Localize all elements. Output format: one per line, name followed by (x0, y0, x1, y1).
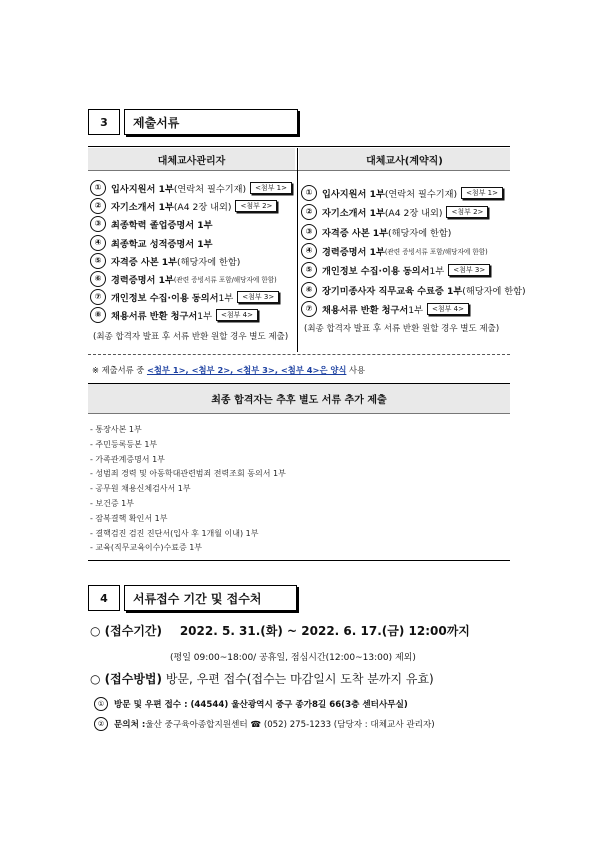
document-item (90, 307, 258, 323)
visit-text: 방문 및 우편 접수 : (44544) 울산광역시 중구 종가8길 66(3층 센터사무실) (114, 700, 408, 710)
column-divider (297, 148, 298, 352)
period-note: (평일 09:00~18:00/ 공휴일, 점심시간(12:00~13:00) 제외) (170, 653, 416, 663)
extra-doc-item: - 가족관계증명서 1부 (90, 454, 165, 464)
table-bottom-border (88, 354, 510, 355)
section-title: 제출서류 (124, 109, 298, 135)
item-number: ⑧ (90, 307, 106, 323)
attachment-tag: <첨부 3> (237, 291, 279, 303)
item-detail: (A4 2장 내외) (384, 208, 443, 220)
section-3-header (88, 109, 298, 135)
item-title: 최종학교 성적증명서 1부 (111, 238, 213, 250)
left-note: (최종 합격자 발표 후 서류 반환 원할 경우 별도 제출) (93, 332, 289, 342)
method-value: 방문, 우편 접수(접수는 마감일시 도착 분까지 유효) (162, 672, 434, 686)
extra-doc-item: - 공무원 채용신체검사서 1부 (90, 484, 191, 494)
attachment-tag: <첨부 2> (446, 206, 488, 218)
attachment-tag: <첨부 4> (427, 303, 469, 315)
item-detail: 1부 (408, 304, 424, 316)
item-detail: (연락처 필수기재) (384, 189, 458, 200)
column-header-left: 대체교사관리자 (88, 148, 295, 170)
item-detail: (해당자에 한함) (462, 285, 526, 297)
extra-doc-item: - 교육(직무교육이수)수료증 1부 (90, 543, 203, 553)
item-title: 장기미종사자 직무교육 수료증 1부 (322, 285, 463, 297)
extra-doc-item: - 주민등록등본 1부 (90, 439, 158, 449)
item-number: ⑥ (301, 282, 317, 298)
document-item (301, 301, 469, 317)
usage-suffix: 사용 (346, 365, 366, 375)
item-title: 개인정보 수집·이용 동의서 (111, 293, 219, 305)
contact-num: ② (94, 717, 108, 731)
attachment-tag: <첨부 3> (448, 264, 490, 276)
item-title: 자격증 사본 1부 (322, 227, 389, 239)
document-item (90, 253, 240, 269)
item-title: 채용서류 반환 청구서 (322, 304, 409, 316)
usage-forms-link[interactable]: <첨부 1>, <첨부 2>, <첨부 3>, <첨부 4>은 양식 (146, 365, 347, 375)
attachment-tag: <첨부 1> (461, 187, 503, 199)
item-title: 입사지원서 1부 (111, 184, 174, 195)
extra-doc-item: - 성범죄 경력 및 아동학대관련범죄 전력조회 동의서 1부 (90, 469, 286, 479)
item-title: 경력증명서 1부 (111, 275, 174, 286)
item-number: ① (301, 185, 317, 201)
visit-line (94, 697, 408, 711)
attachment-tag: <첨부 4> (216, 309, 258, 321)
extra-doc-item: - 잠복결핵 확인서 1부 (90, 513, 168, 523)
right-note: (최종 합격자 발표 후 서류 반환 원할 경우 별도 제출) (304, 324, 500, 334)
document-item (90, 216, 213, 232)
item-detail: (A4 2장 내외) (173, 202, 232, 214)
item-detail: (해당자에 한함) (177, 256, 241, 268)
document-item (301, 282, 526, 298)
item-number: ③ (90, 216, 106, 232)
document-item (90, 289, 279, 305)
usage-note (92, 364, 365, 376)
item-number: ⑤ (301, 262, 317, 278)
document-item (90, 271, 277, 287)
item-number: ⑦ (90, 289, 106, 305)
contact-label: 문의처 : (114, 720, 146, 730)
document-item (301, 185, 503, 201)
item-title: 최종학력 졸업증명서 1부 (111, 220, 213, 232)
item-detail: (관련 증빙서류 포함/해당자에 한함) (384, 247, 488, 256)
item-detail: (연락처 필수기재) (173, 184, 247, 195)
extra-box-bottom (88, 560, 510, 561)
item-title: 개인정보 수집·이용 동의서 (322, 266, 430, 278)
visit-num: ① (94, 697, 108, 711)
item-title: 경력증명서 1부 (322, 246, 385, 258)
extra-box-divider (88, 413, 510, 414)
document-item (301, 204, 488, 220)
method-line (90, 670, 434, 687)
document-item (90, 180, 292, 196)
extra-doc-item: - 결핵검진 검진 진단서(입사 후 1개월 이내) 1부 (90, 528, 259, 538)
item-number: ⑦ (301, 301, 317, 317)
period-value: 2022. 5. 31.(화) ~ 2022. 6. 17.(금) 12:00까지 (179, 624, 470, 638)
item-title: 채용서류 반환 청구서 (111, 311, 198, 323)
usage-prefix: ※ 제출서류 중 (92, 365, 147, 375)
document-item (90, 235, 213, 251)
extra-doc-item: - 보건증 1부 (90, 499, 134, 508)
item-number: ① (90, 180, 106, 196)
method-label: ○ (접수방법) (90, 672, 162, 686)
attachment-tag: <첨부 2> (235, 200, 277, 212)
document-item (301, 224, 451, 240)
item-detail: (해당자에 한함) (388, 227, 452, 239)
header-divider (88, 170, 510, 171)
extra-doc-item: - 통장사본 1부 (90, 425, 142, 434)
column-header-right: 대체교사(계약직) (299, 148, 510, 170)
item-number: ② (90, 198, 106, 214)
item-detail: 1부 (218, 293, 234, 305)
contact-line (94, 717, 435, 731)
item-number: ④ (90, 235, 106, 251)
item-number: ④ (301, 243, 317, 259)
item-detail: 1부 (197, 311, 213, 323)
item-number: ⑥ (90, 271, 106, 287)
item-title: 자기소개서 1부 (322, 208, 385, 220)
document-item (90, 198, 277, 214)
item-number: ③ (301, 224, 317, 240)
section-number: 4 (88, 585, 120, 611)
item-title: 자격증 사본 1부 (111, 256, 178, 268)
item-number: ② (301, 204, 317, 220)
section-number: 3 (88, 109, 120, 135)
item-detail: 1부 (429, 266, 445, 278)
section-title: 서류접수 기간 및 접수처 (124, 585, 297, 611)
item-title: 자기소개서 1부 (111, 202, 174, 214)
period-line (90, 622, 470, 639)
table-top-border (88, 146, 510, 147)
document-item (301, 243, 488, 259)
period-label: ○ (접수기간) (90, 624, 162, 638)
document-item (301, 262, 490, 278)
attachment-tag: <첨부 1> (250, 182, 292, 194)
extra-docs-title: 최종 합격자는 추후 별도 서류 추가 제출 (88, 384, 510, 413)
item-title: 입사지원서 1부 (322, 189, 385, 200)
item-detail: (관련 증빙서류 포함/해당자에 한함) (173, 276, 277, 284)
item-number: ⑤ (90, 253, 106, 269)
section-4-header (88, 585, 297, 611)
contact-text: 울산 중구육아종합지원센터 ☎ (052) 275-1233 (담당자 : 대체교사 관리자) (145, 720, 435, 730)
